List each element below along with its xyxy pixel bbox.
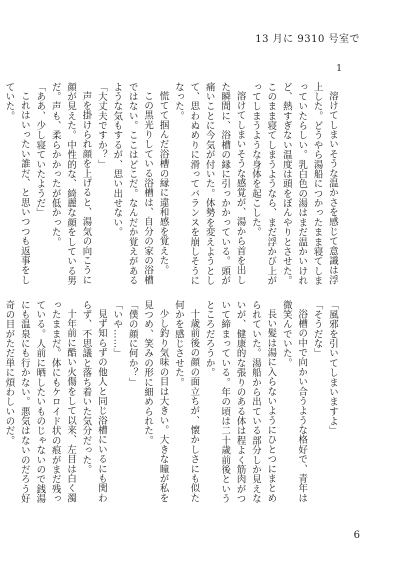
paragraph: 長い髪は湯に入らないようにひとつにまとめられていた。湯船から出ている部分しか見えないが、健康的な張りのある体は程よく筋肉がついて締まっている。年の頃は二十歳前後というところだろうか。 bbox=[203, 300, 277, 504]
paragraph: 見ず知らずの他人と同じ浴槽にいるにも関わらず、不思議と落ち着いた気分だった。 bbox=[80, 300, 107, 504]
paragraph: この黒光りしている浴槽は、自分の家の浴槽ではない。ここはどこだ。なんだか覚えがあるような気もするが、思い出せない。 bbox=[111, 82, 154, 286]
page-number: 6 bbox=[353, 530, 360, 541]
paragraph: 溶けてしまいそうな温かさを感じて意識は浮上した。どうやら湯船につかったまま寝てしまっていたらしい。乳白色の湯はまだ温かいけれど、熱すぎない温度は頭をぼんやりとさせた。このまま寝てしまうようなら、まだ浮かび上がってしまうような身体を起こした。 bbox=[249, 82, 338, 286]
running-head: 13 月に 9310 号室で bbox=[255, 34, 360, 45]
paragraph: 十年前に酷い火傷をして以来、左目は白く濁ったままだ。体にもケロイド状の痕がまだ残っている。人前に晒したいものじゃないので銭湯にも温泉にも行かない。悪気はないのだろう好奇の目がただ単に煩わしいのだ。 bbox=[3, 300, 77, 504]
text-block-bottom bbox=[3, 300, 340, 510]
dialogue-line: 「僕の顔に何か？」 bbox=[126, 300, 138, 388]
chapter-number: 1 bbox=[336, 64, 342, 74]
dialogue-line: 「そうだな」 bbox=[311, 300, 323, 359]
paragraph: 浴槽の中で向かい合うような格好で、青年は微笑んでいた。 bbox=[280, 300, 308, 504]
paragraph: 溶けてしまいそうな感覚が、湯から首を出した瞬間に、浴槽の縁に引っかかっている。頭が痛いことに今気が付いた。体勢を変えようとして、思わぬめりに滑ってバランスを崩しそうになった。 bbox=[172, 82, 246, 286]
paragraph: 声を掛けられ顔を上げると、湯気の向こうに顔が見えた。中性的な、綺麗な顔をしている男だ。声も、柔らかかったが低かった。 bbox=[49, 82, 92, 286]
dialogue-line: 「風邪を引いてしまいますよ」 bbox=[327, 300, 338, 436]
dialogue-line: 「ああ、少し寝ていたようだ」 bbox=[34, 82, 46, 218]
paragraph: 十歳前後の顔の面立ちが、懐かしさにも似た何かを感じさせた。 bbox=[172, 300, 200, 504]
dialogue-line: 「大丈夫ですか？」 bbox=[95, 82, 107, 170]
paragraph: 慌てて掴んだ浴槽の縁に違和感を覚えた。 bbox=[157, 91, 169, 276]
dialogue-line: 「いや……」 bbox=[111, 300, 123, 359]
paragraph: 少し釣り気味の目は大きい。大きな瞳が私を見つめ、笑みの形に細められた。 bbox=[142, 300, 169, 504]
text-block-top bbox=[3, 82, 340, 292]
paragraph: これはいったい誰だ、と思いつつも返事をしていた。 bbox=[3, 82, 30, 286]
